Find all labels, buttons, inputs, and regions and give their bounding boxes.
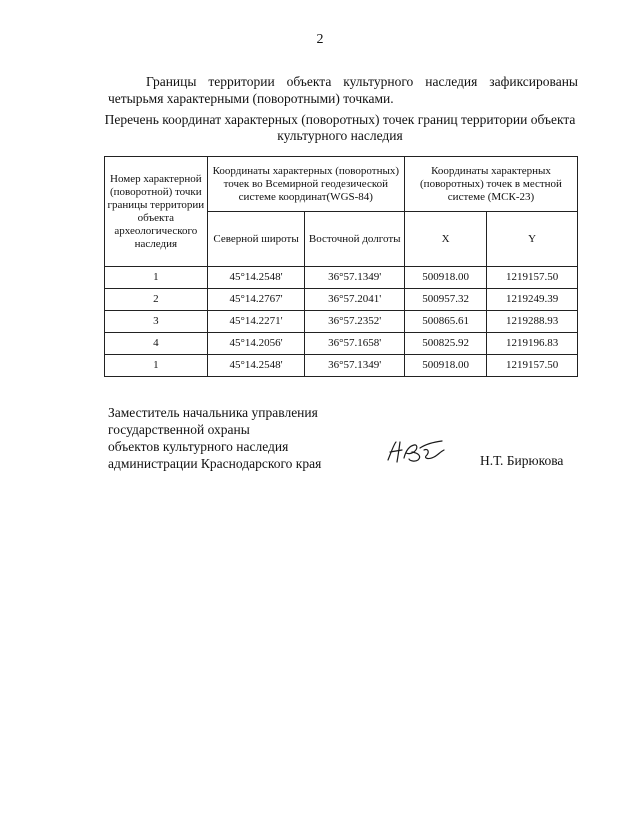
signatory-position [108, 404, 368, 472]
header-wgs84: Координаты характерных (поворотных) точек во Всемирной геодезической системе координат(WGS-84) [207, 157, 404, 212]
cell-latitude: 45°14.2056' [207, 333, 305, 355]
cell-point-number: 2 [105, 289, 208, 311]
cell-point-number: 4 [105, 333, 208, 355]
cell-x: 500957.32 [404, 289, 486, 311]
cell-longitude: 36°57.2352' [305, 311, 405, 333]
cell-y: 1219288.93 [487, 311, 578, 333]
cell-y: 1219157.50 [487, 355, 578, 377]
header-point-number: Номер характерной (поворотной) точки границы территории объекта археологического наследия [105, 157, 208, 267]
cell-point-number: 3 [105, 311, 208, 333]
table-header-row [105, 157, 578, 212]
cell-x: 500865.61 [404, 311, 486, 333]
position-line: администрации Краснодарского края [108, 456, 322, 471]
table-row [105, 267, 578, 289]
cell-longitude: 36°57.1349' [305, 267, 405, 289]
header-north-latitude: Северной широты [207, 212, 305, 267]
handwritten-signature [384, 436, 448, 466]
cell-latitude: 45°14.2271' [207, 311, 305, 333]
cell-point-number: 1 [105, 355, 208, 377]
cell-latitude: 45°14.2767' [207, 289, 305, 311]
cell-latitude: 45°14.2548' [207, 355, 305, 377]
cell-x: 500918.00 [404, 267, 486, 289]
position-line: Заместитель начальника управления [108, 405, 318, 420]
cell-longitude: 36°57.1658' [305, 333, 405, 355]
header-east-longitude: Восточной долготы [305, 212, 405, 267]
cell-y: 1219196.83 [487, 333, 578, 355]
intro-paragraph: Границы территории объекта культурного наследия зафиксированы четырьмя характерными (поворотными) точками. [108, 74, 578, 106]
cell-x: 500825.92 [404, 333, 486, 355]
cell-longitude: 36°57.2041' [305, 289, 405, 311]
table-row [105, 311, 578, 333]
page-number: 2 [316, 32, 324, 47]
position-line: объектов культурного наследия [108, 439, 289, 454]
cell-y: 1219249.39 [487, 289, 578, 311]
table-row [105, 355, 578, 377]
table-row [105, 289, 578, 311]
header-msk23: Координаты характерных (поворотных) точек в местной системе (МСК-23) [404, 157, 577, 212]
cell-point-number: 1 [105, 267, 208, 289]
position-line: государственной охраны [108, 422, 250, 437]
cell-y: 1219157.50 [487, 267, 578, 289]
cell-x: 500918.00 [404, 355, 486, 377]
signer-name: Н.Т. Бирюкова [480, 453, 564, 468]
header-x: X [404, 212, 486, 267]
coordinates-table [104, 156, 578, 377]
cell-longitude: 36°57.1349' [305, 355, 405, 377]
table-row [105, 333, 578, 355]
table-title: Перечень координат характерных (поворотных) точек границ территории объекта культурного наследия [104, 112, 576, 143]
header-y: Y [487, 212, 578, 267]
cell-latitude: 45°14.2548' [207, 267, 305, 289]
